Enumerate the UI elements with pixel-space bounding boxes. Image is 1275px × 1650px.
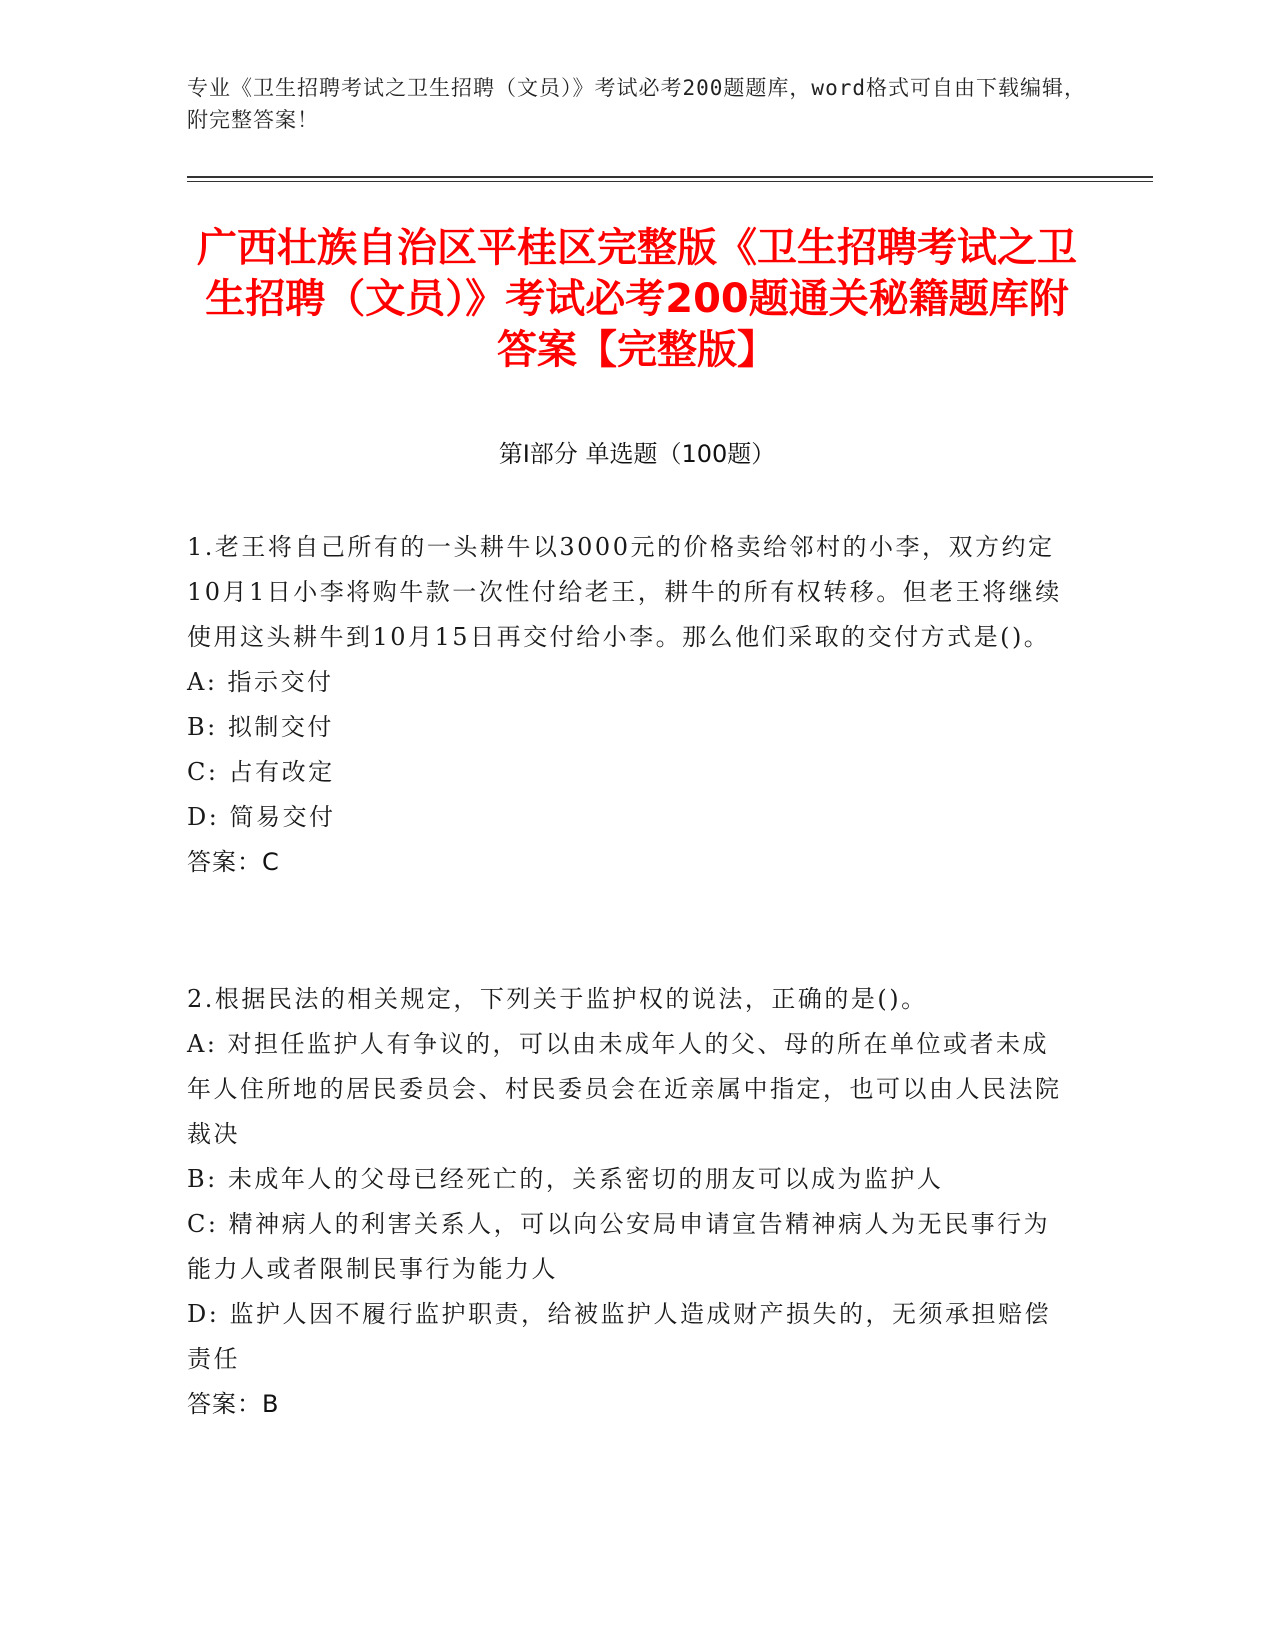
option-c: C: 精神病人的利害关系人，可以向公安局申请宣告精神病人为无民事行为能力人或者限制民事行为能力人 xyxy=(187,1210,1051,1283)
option-a: A: 指示交付 xyxy=(187,668,334,696)
question-2 xyxy=(187,977,1067,1427)
option-d: D: 监护人因不履行监护职责，给被监护人造成财产损失的，无须承担赔偿责任 xyxy=(187,1300,1051,1373)
option-d: D: 简易交付 xyxy=(187,803,336,831)
answer: 答案：C xyxy=(187,848,280,876)
answer: 答案：B xyxy=(187,1390,280,1418)
option-b: B: 拟制交付 xyxy=(187,713,334,741)
option-b: B: 未成年人的父母已经死亡的，关系密切的朋友可以成为监护人 xyxy=(187,1165,944,1193)
question-1 xyxy=(187,525,1067,885)
header-divider xyxy=(187,176,1153,178)
option-c: C: 占有改定 xyxy=(187,758,335,786)
question-text: 1.老王将自己所有的一头耕牛以3000元的价格卖给邻村的小李，双方约定10月1日小李将购牛款一次性付给老王，耕牛的所有权转移。但老王将继续使用这头耕牛到10月15日再交付给小李。那么他们采取的交付方式是()。 xyxy=(187,533,1062,651)
document-title: 广西壮族自治区平桂区完整版《卫生招聘考试之卫生招聘（文员）》考试必考200题通关秘籍题库附答案【完整版】 xyxy=(197,225,1077,373)
header-note: 专业《卫生招聘考试之卫生招聘（文员）》考试必考200题题库，word格式可自由下载编辑，附完整答案！ xyxy=(187,76,1086,132)
option-a: A: 对担任监护人有争议的，可以由未成年人的父、母的所在单位或者未成年人住所地的居民委员会、村民委员会在近亲属中指定，也可以由人民法院裁决 xyxy=(187,1030,1062,1148)
section-heading: 第Ⅰ部分 单选题（100题） xyxy=(498,440,776,468)
header-divider-thin xyxy=(187,181,1153,182)
question-text: 2.根据民法的相关规定，下列关于监护权的说法，正确的是()。 xyxy=(187,985,928,1013)
